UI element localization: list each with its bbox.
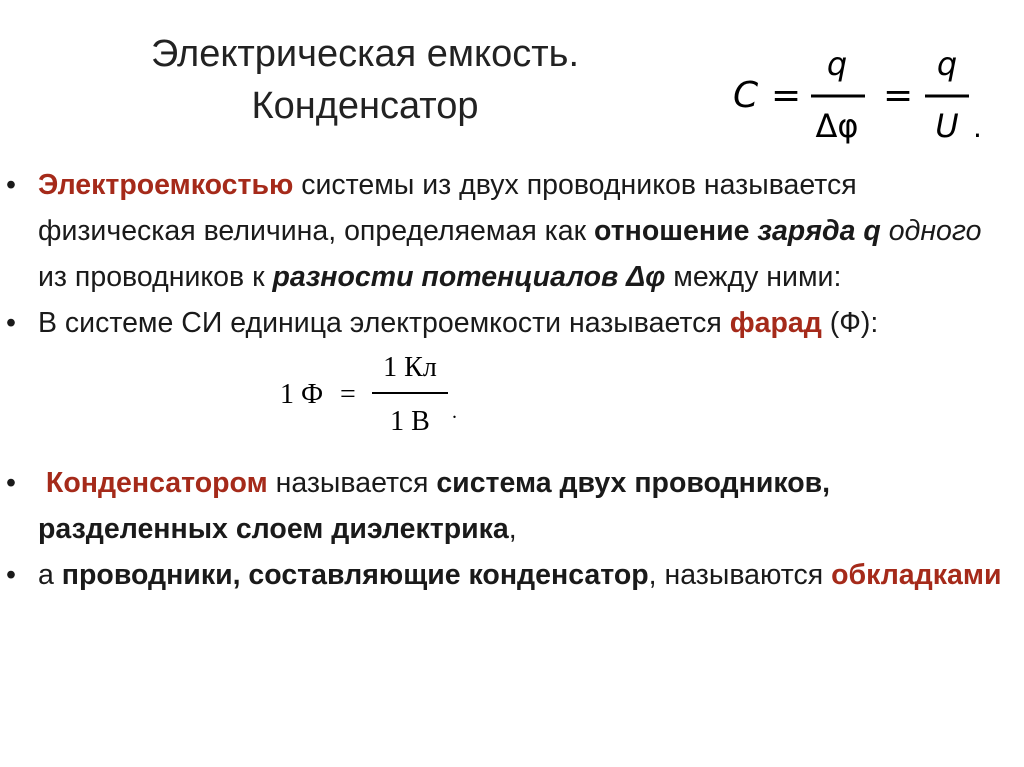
- bullet-dot: •: [6, 307, 16, 339]
- bullet-si-unit: [0, 300, 1018, 346]
- capacitance-formula: [733, 45, 993, 145]
- bullet-list: [0, 162, 1024, 598]
- bullet4-text-1: а: [38, 559, 62, 591]
- title-line-1: Электрическая емкость.: [150, 33, 580, 75]
- title-line-2: Конденсатор: [251, 85, 479, 127]
- formula-num-1: q: [826, 45, 848, 83]
- term-capacitor: Конденсатором: [45, 467, 268, 499]
- bullet1-text-1: системы из двух проводников называется физическая величина, определяемая как: [38, 169, 857, 247]
- bullet3-comma: ,: [508, 513, 517, 545]
- bullet3-text-1: называется: [267, 467, 437, 499]
- bullet1-ratio: отношение: [594, 215, 758, 247]
- term-farad: фарад: [729, 307, 822, 339]
- bullet1-text-2: из проводников к: [38, 261, 273, 293]
- formula-lhs: C: [733, 75, 759, 116]
- bullet2-text-1: В системе СИ единица электроемкости называется: [38, 307, 730, 339]
- formula-den-1: Δφ: [815, 107, 859, 145]
- bullet1-one: одного: [880, 215, 982, 247]
- farad-num: 1 Кл: [383, 352, 437, 383]
- bullet-capacitance-definition: [0, 162, 1018, 300]
- formula-eq-1: =: [771, 75, 802, 116]
- bullet3-system: система двух проводников, разделенных слоем диэлектрика: [38, 467, 831, 545]
- formula-eq-2: =: [883, 75, 914, 116]
- bullet-plates: [0, 552, 1018, 598]
- bullet2-text-2: (Ф):: [821, 307, 879, 339]
- formula-den-2: U: [935, 107, 959, 145]
- slide-title: [95, 28, 635, 132]
- farad-formula: [240, 346, 470, 438]
- farad-eq: =: [340, 379, 356, 410]
- bullet-dot: •: [6, 169, 16, 201]
- bullet4-conductors: проводники, составляющие конденсатор: [61, 559, 649, 591]
- bullet1-potential-difference: разности потенциалов Δφ: [272, 261, 666, 293]
- bullet-dot: •: [6, 559, 16, 591]
- farad-den: 1 В: [390, 406, 430, 437]
- formula-num-2: q: [936, 45, 958, 83]
- formula-end: .: [973, 111, 982, 144]
- bullet-dot: •: [6, 467, 16, 499]
- bullet-capacitor-definition: [0, 460, 1018, 552]
- bullet4-text-2: , называются: [648, 559, 832, 591]
- bullet1-charge: заряда q: [757, 215, 881, 247]
- term-plates: обкладками: [831, 559, 1002, 591]
- farad-lhs: 1 Ф: [280, 379, 324, 410]
- bullet1-text-3: между ними:: [665, 261, 842, 293]
- term-capacitance: Электроемкостью: [38, 169, 294, 201]
- farad-end: .: [452, 401, 457, 423]
